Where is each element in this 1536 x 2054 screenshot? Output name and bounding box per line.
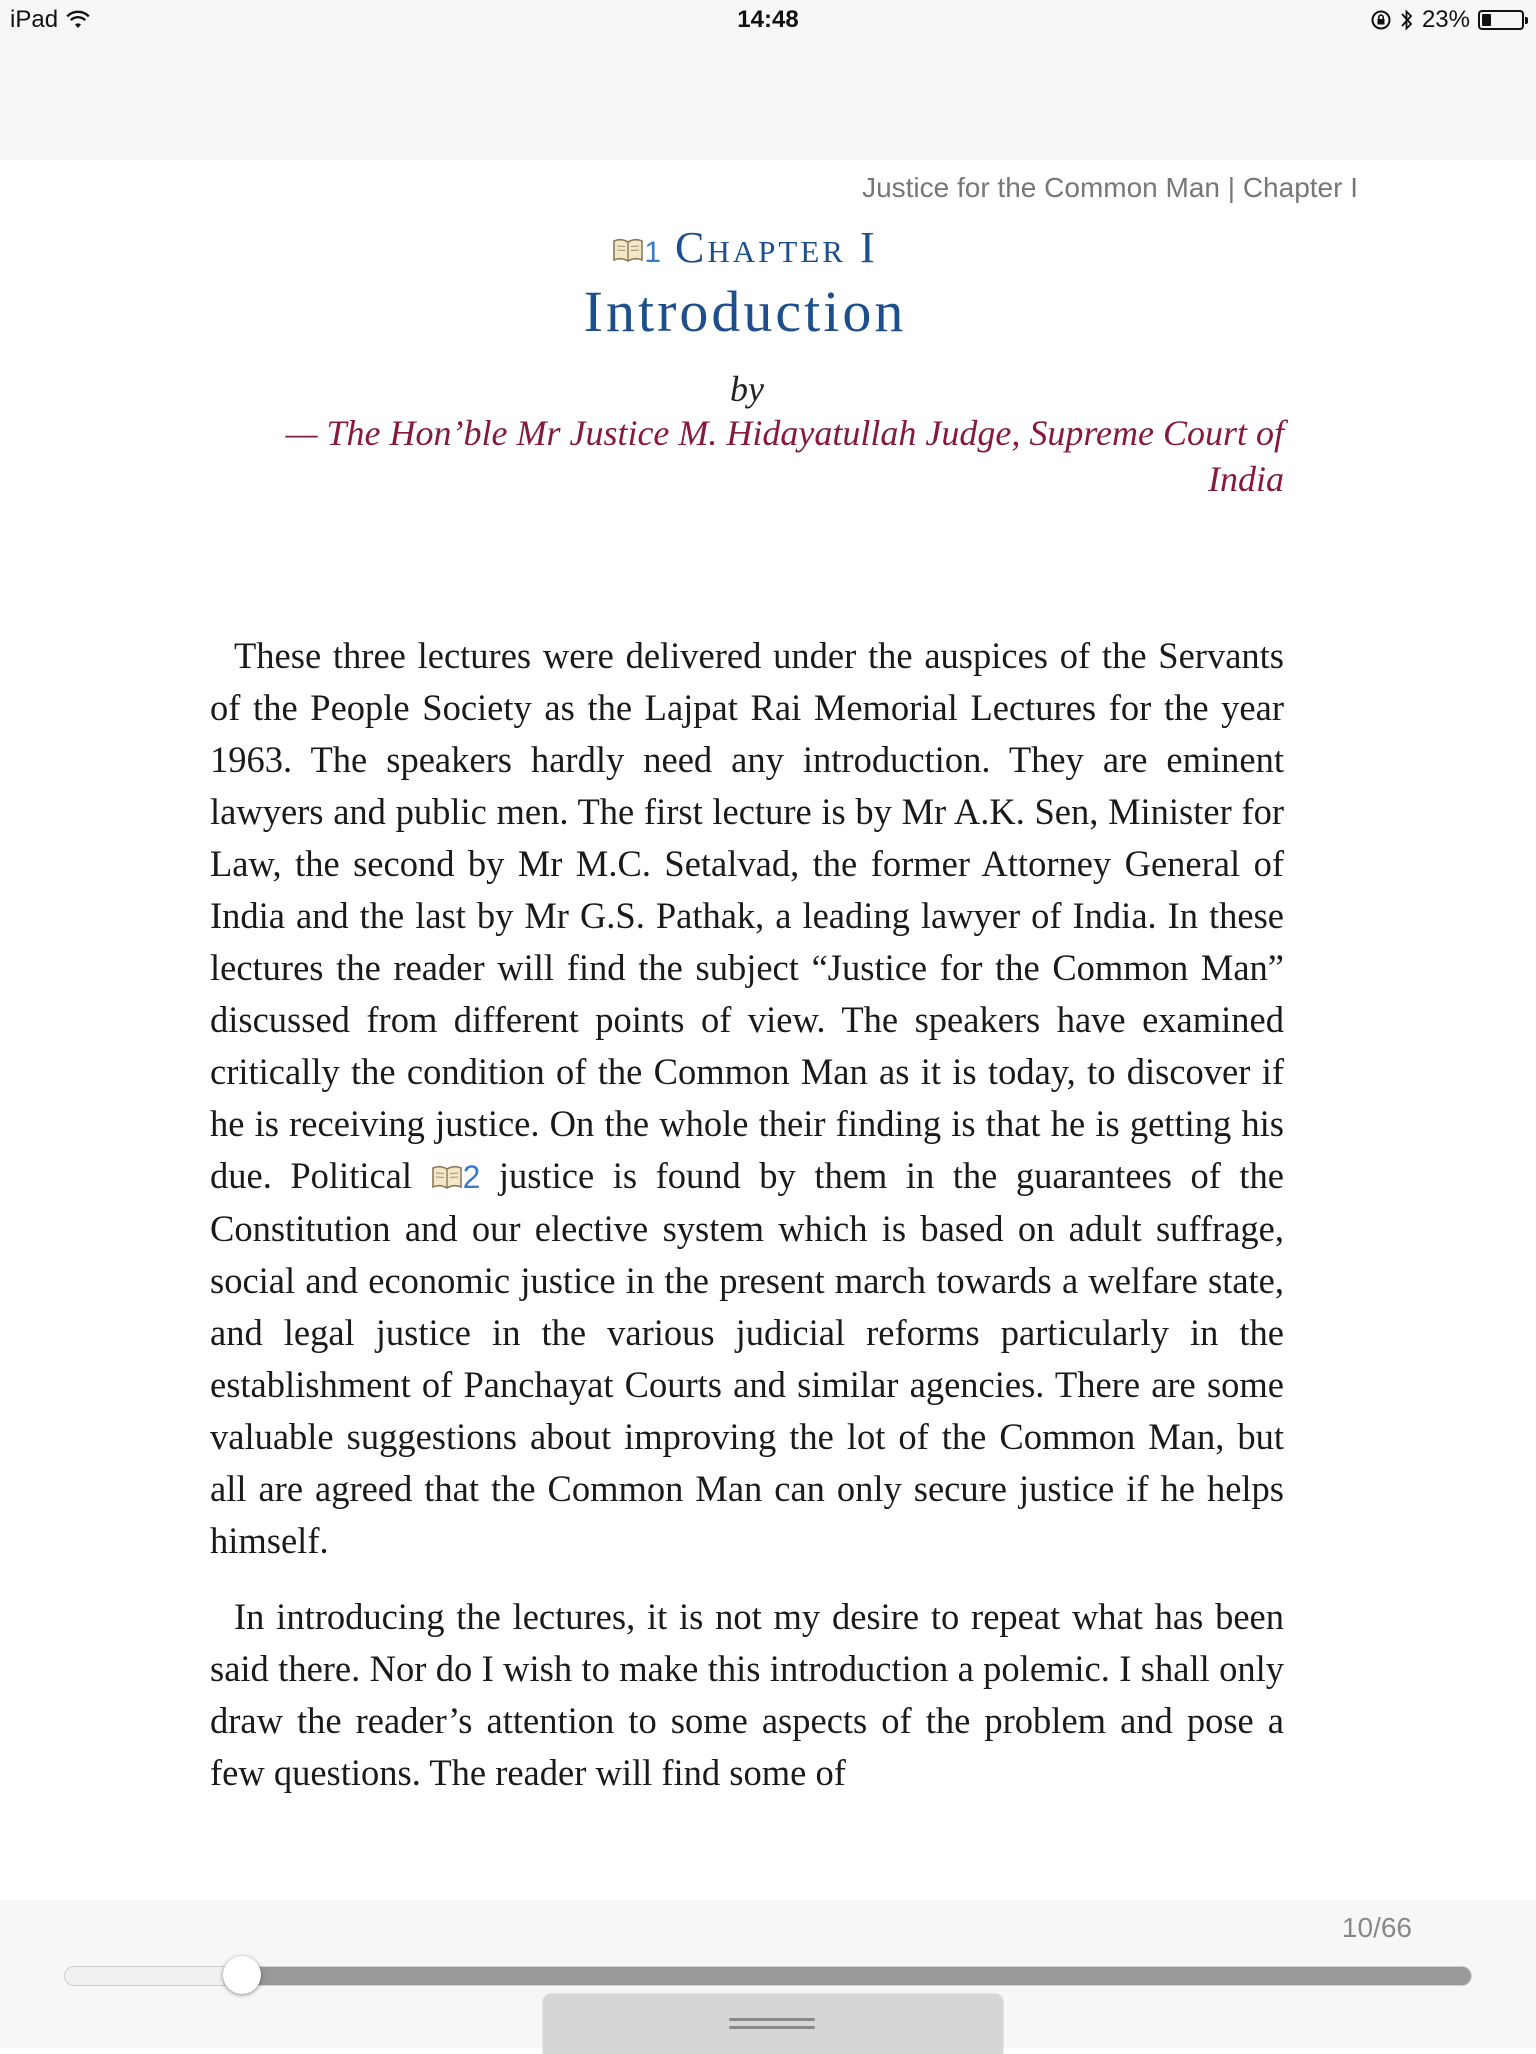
battery-percent: 23% (1421, 6, 1470, 33)
book-note-icon-inline[interactable] (431, 1162, 463, 1190)
body-text (210, 630, 1284, 1823)
orientation-lock-icon (1370, 9, 1392, 31)
device-name: iPad (10, 6, 59, 33)
book-page[interactable] (0, 160, 1536, 1900)
drawer-handle[interactable] (543, 1994, 1003, 2054)
paragraph-2: In introducing the lectures, it is not my desire to repeat what has been said there. Nor do I wish to make this introduction a polemic. I shall only draw the reader’s attention to some aspects of the problem and pose a few questions. The reader will find some of (210, 1596, 1284, 1793)
byline-author: — The Hon’ble Mr Justice M. Hidayatullah Judge, Supreme Court of India (285, 413, 1284, 499)
byline-by: by (730, 369, 764, 409)
top-toolbar (0, 0, 1536, 160)
grip-line-bottom (729, 2026, 815, 2029)
chapter-label: Chapter I (675, 223, 878, 272)
paragraph-1 (210, 630, 1284, 1567)
paragraph-1-text-a: These three lectures were delivered under the auspices of the Servants of the People Society as the Lajpat Rai Memorial Lectures for the year 1963. The speakers hardly need any introduction. They are eminent lawyers and public men. The first lecture is by Mr A.K. Sen, Minister for Law, the second by Mr M.C. Setalvad, the former Attorney General of India and the last by Mr G.S. Pathak, a leading lawyer of India. In these lectures the reader will find the subject “Justice for the Common Man” discussed from different points of view. The speakers have examined critically the condition of the Common Man as it is today, to discover if he is receiving justice. On the whole their finding is that he is getting his due. Political (210, 635, 1284, 1196)
clock: 14:48 (737, 6, 799, 33)
paragraph-1-text-b: justice is found by them in the guarantees of the Constitution and our elective system which is based on adult suffrage, social and economic justice in the present march towards a welfare state, and legal justice in the various judicial reforms particularly in the establishment of Panchayat Courts and similar agencies. There are some valuable suggestions about improving the lot of the Common Man, but all are agreed that the Common Man can only secure justice if he helps himself. (210, 1155, 1285, 1561)
chapter-note-number[interactable]: 1 (644, 236, 662, 269)
inline-note-number[interactable]: 2 (462, 1159, 481, 1195)
grip-line-top (729, 2018, 815, 2021)
book-note-icon[interactable] (612, 235, 644, 263)
page-counter: 10/66 (1341, 1912, 1412, 1943)
scrubber-thumb[interactable] (223, 1956, 261, 1994)
battery-icon (1478, 10, 1524, 30)
battery-level (1482, 14, 1491, 26)
running-head: Justice for the Common Man | Chapter I (862, 172, 1358, 203)
scrubber-remaining (242, 1967, 1471, 1985)
chapter-heading (0, 222, 1490, 273)
chapter-title: Introduction (583, 279, 907, 344)
page-scrubber[interactable] (64, 1966, 1472, 1986)
status-bar (0, 0, 1536, 42)
bluetooth-icon (1400, 8, 1414, 32)
